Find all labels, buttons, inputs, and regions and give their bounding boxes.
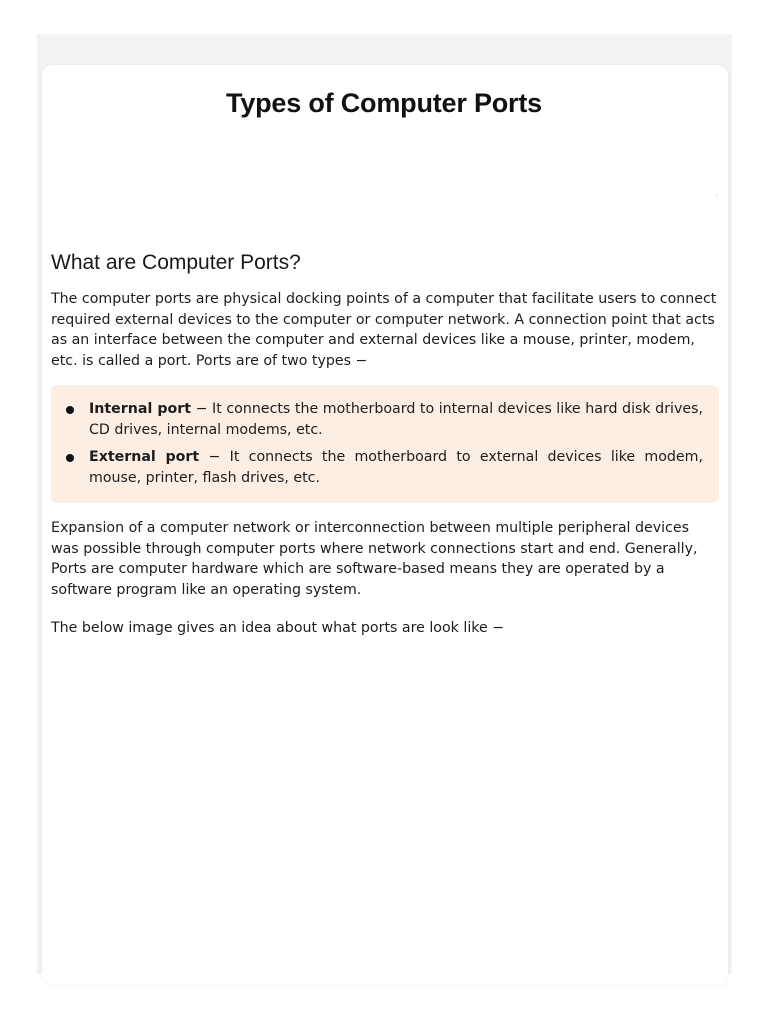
- bullet-icon: [66, 454, 74, 462]
- page-title: Types of Computer Ports: [226, 88, 542, 118]
- internal-port-description: − It connects the motherboard to internal devices like hard disk drives, CD drives, internal modems, etc.: [89, 401, 703, 438]
- list-item-internal-port: [89, 399, 703, 440]
- port-types-note: [51, 385, 719, 503]
- ad-placeholder: [51, 136, 719, 226]
- external-port-term: External port: [89, 449, 200, 465]
- ports-image-placeholder: [51, 650, 719, 970]
- ad-marker: [716, 194, 718, 196]
- list-item-external-port: [89, 447, 703, 488]
- external-port-description: − It connects the motherboard to external devices like modem, mouse, printer, flash drives, etc.: [89, 449, 703, 486]
- port-types-list: [89, 399, 703, 495]
- section-heading: What are Computer Ports?: [51, 251, 301, 274]
- intro-paragraph: The computer ports are physical docking points of a computer that facilitate users to connect required external devices to the computer or computer network. A connection point that acts as an interface between the computer and external devices like a mouse, printer, modem, etc. is called a port. Ports are of two types −: [51, 291, 717, 369]
- internal-port-term: Internal port: [89, 401, 192, 417]
- image-intro-paragraph: The below image gives an idea about what ports are look like −: [51, 620, 505, 636]
- bullet-icon: [66, 406, 74, 414]
- expansion-paragraph: Expansion of a computer network or interconnection between multiple peripheral devices was possible through computer ports where network connections start and end. Generally, Ports are computer hardware which are software-based means they are operated by a software program like an operating system.: [51, 520, 698, 598]
